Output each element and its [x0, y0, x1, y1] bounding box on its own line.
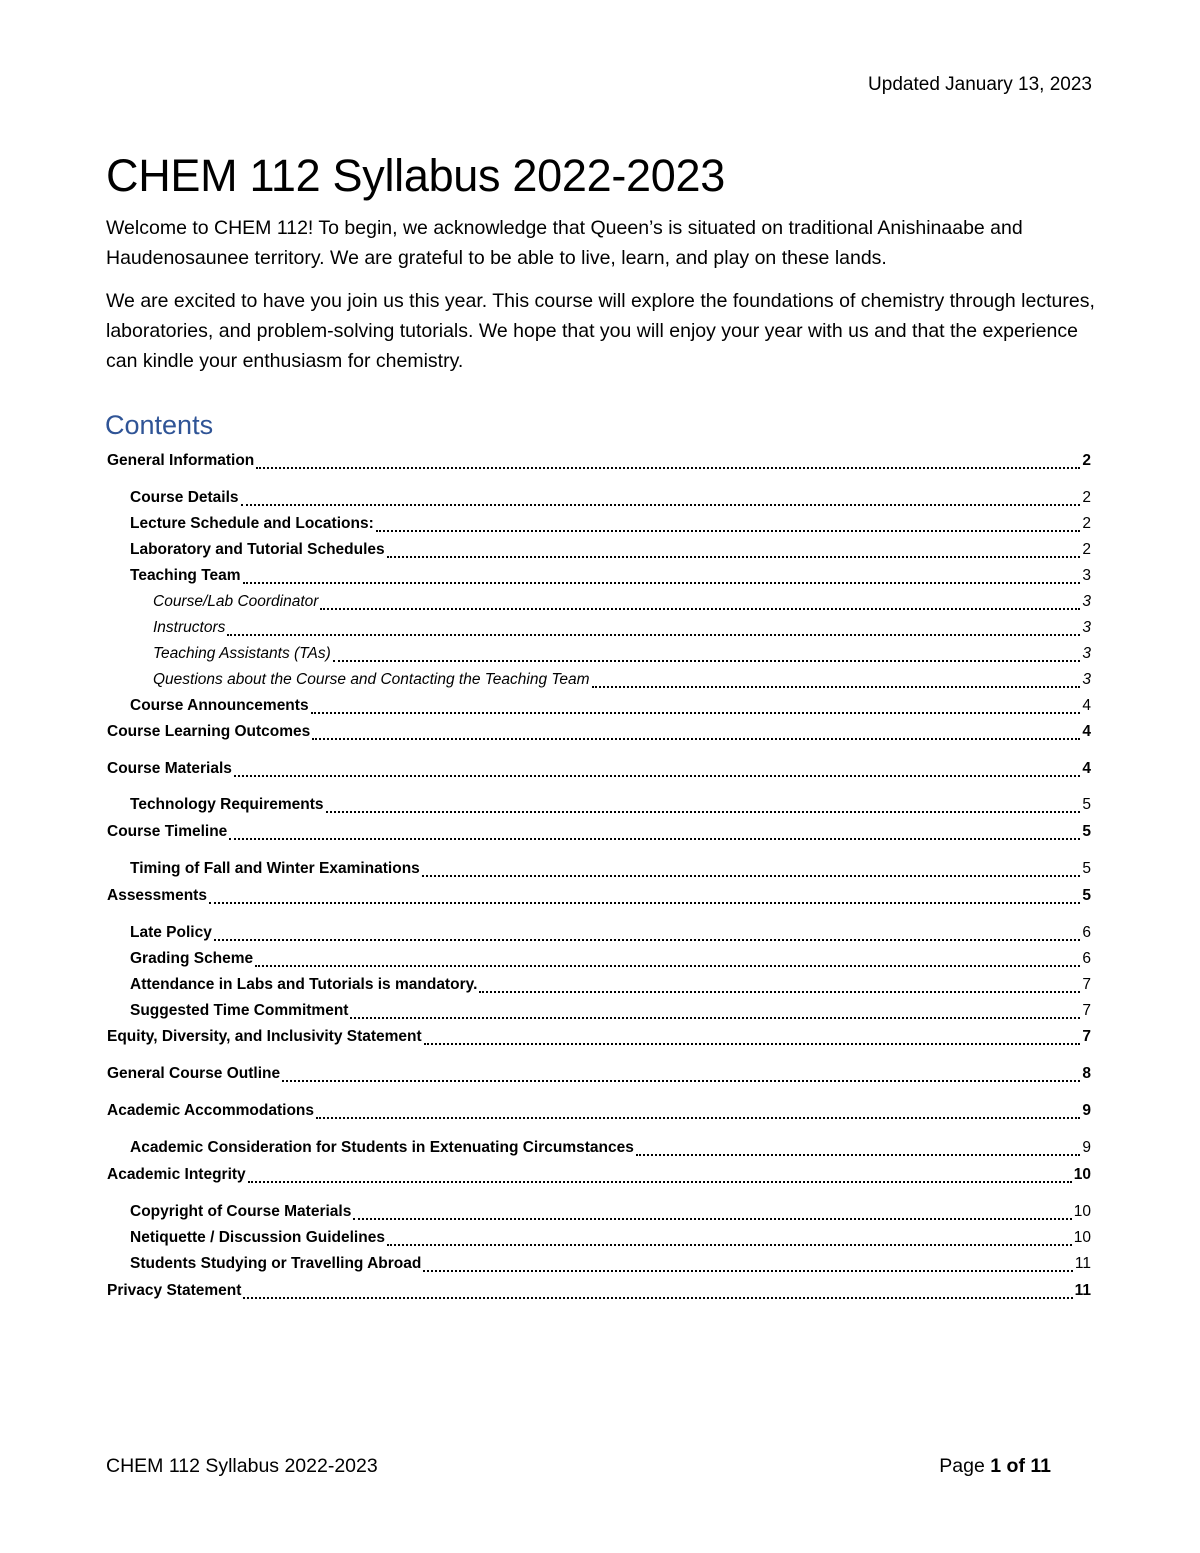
toc-leader-dots — [636, 1154, 1081, 1156]
toc-entry[interactable] — [107, 1255, 1091, 1277]
footer-page-word: Page — [939, 1455, 985, 1477]
toc-entry[interactable] — [107, 1166, 1091, 1188]
toc-entry[interactable] — [107, 1139, 1091, 1161]
toc-entry[interactable] — [107, 515, 1091, 537]
toc-leader-dots — [376, 530, 1081, 532]
toc-entry[interactable] — [107, 1229, 1091, 1251]
toc-entry-page: 10 — [1073, 1203, 1091, 1220]
toc-leader-dots — [256, 467, 1080, 469]
toc-entry-page: 4 — [1082, 760, 1091, 777]
toc-entry-page: 3 — [1082, 619, 1091, 636]
footer-of-word: of — [1006, 1455, 1025, 1477]
toc-entry-label: Assessments — [107, 887, 207, 904]
toc-entry[interactable] — [107, 593, 1091, 615]
toc-leader-dots — [234, 775, 1080, 777]
toc-entry-label: Academic Consideration for Students in Extenuating Circumstances — [130, 1139, 634, 1156]
footer-page-total: 11 — [1030, 1455, 1051, 1477]
toc-entry[interactable] — [107, 541, 1091, 563]
toc-entry-label: Suggested Time Commitment — [130, 1002, 349, 1019]
toc-entry-label: Course Timeline — [107, 823, 228, 840]
toc-entry-page: 9 — [1082, 1102, 1091, 1119]
toc-leader-dots — [214, 939, 1081, 941]
toc-entry-page: 5 — [1082, 823, 1091, 840]
toc-entry[interactable] — [107, 567, 1091, 589]
toc-leader-dots — [479, 991, 1080, 993]
toc-entry[interactable] — [107, 723, 1091, 745]
toc-leader-dots — [387, 556, 1081, 558]
toc-entry[interactable] — [107, 924, 1091, 946]
toc-leader-dots — [255, 965, 1080, 967]
toc-entry-label: Course Learning Outcomes — [107, 723, 311, 740]
toc-entry[interactable] — [107, 796, 1091, 818]
toc-leader-dots — [353, 1218, 1071, 1220]
contents-heading: Contents — [105, 410, 214, 440]
toc-entry[interactable] — [107, 760, 1091, 782]
toc-entry-page: 7 — [1082, 976, 1091, 993]
toc-entry-label: Late Policy — [130, 924, 212, 941]
toc-entry-page: 9 — [1082, 1139, 1091, 1156]
toc-entry-page: 2 — [1082, 515, 1091, 532]
toc-entry-label: General Information — [107, 452, 255, 469]
toc-leader-dots — [243, 1297, 1072, 1299]
toc-entry[interactable] — [107, 887, 1091, 909]
toc-entry-label: Students Studying or Travelling Abroad — [130, 1255, 422, 1272]
toc-entry[interactable] — [107, 1028, 1091, 1050]
toc-entry-page: 7 — [1082, 1028, 1091, 1045]
toc-entry-label: Netiquette / Discussion Guidelines — [130, 1229, 385, 1246]
toc-entry[interactable] — [107, 697, 1091, 719]
toc-entry-label: Equity, Diversity, and Inclusivity Statement — [107, 1028, 422, 1045]
toc-entry-label: General Course Outline — [107, 1065, 281, 1082]
toc-entry-page: 2 — [1082, 452, 1091, 469]
toc-entry[interactable] — [107, 860, 1091, 882]
toc-entry-page: 6 — [1082, 950, 1091, 967]
toc-leader-dots — [424, 1043, 1081, 1045]
toc-entry[interactable] — [107, 976, 1091, 998]
toc-leader-dots — [592, 686, 1081, 688]
toc-entry-page: 7 — [1082, 1002, 1091, 1019]
toc-entry-page: 11 — [1074, 1282, 1091, 1299]
toc-entry-page: 6 — [1082, 924, 1091, 941]
toc-entry-page: 3 — [1082, 567, 1091, 584]
toc-entry-label: Lecture Schedule and Locations: — [130, 515, 374, 532]
toc-entry[interactable] — [107, 489, 1091, 511]
toc-leader-dots — [227, 634, 1080, 636]
toc-entry[interactable] — [107, 1002, 1091, 1024]
footer-page-current: 1 — [990, 1455, 1002, 1477]
toc-entry-page: 3 — [1082, 645, 1091, 662]
toc-leader-dots — [423, 1270, 1073, 1272]
toc-entry-page: 4 — [1082, 697, 1091, 714]
toc-leader-dots — [350, 1017, 1080, 1019]
toc-leader-dots — [248, 1181, 1072, 1183]
toc-entry-label: Attendance in Labs and Tutorials is mandatory. — [130, 976, 478, 993]
toc-entry-label: Course Materials — [107, 760, 232, 777]
page-title: CHEM 112 Syllabus 2022-2023 — [106, 150, 725, 201]
toc-entry-label: Questions about the Course and Contacting the Teaching Team — [153, 671, 590, 688]
toc-leader-dots — [320, 608, 1080, 610]
toc-entry-label: Timing of Fall and Winter Examinations — [130, 860, 420, 877]
toc-entry-label: Laboratory and Tutorial Schedules — [130, 541, 385, 558]
toc-entry-label: Grading Scheme — [130, 950, 254, 967]
toc-entry-label: Academic Accommodations — [107, 1102, 315, 1119]
toc-entry-label: Course Announcements — [130, 697, 309, 714]
toc-entry[interactable] — [107, 1282, 1091, 1304]
toc-entry-page: 5 — [1082, 887, 1091, 904]
toc-entry-label: Technology Requirements — [130, 796, 324, 813]
toc-entry-label: Instructors — [153, 619, 226, 636]
toc-leader-dots — [316, 1117, 1080, 1119]
toc-leader-dots — [387, 1244, 1072, 1246]
toc-leader-dots — [422, 875, 1081, 877]
toc-entry-page: 5 — [1082, 860, 1091, 877]
toc-entry-page: 5 — [1082, 796, 1091, 813]
intro-paragraph-acknowledgement: Welcome to CHEM 112! To begin, we acknowledge that Queen’s is situated on traditional Anishinaabe and Haudenosaunee territory. We are grateful to be able to live, learn, and play on these lands. — [106, 217, 1023, 269]
toc-entry[interactable] — [107, 1065, 1091, 1087]
toc-leader-dots — [312, 738, 1080, 740]
toc-leader-dots — [209, 902, 1080, 904]
toc-entry-page: 3 — [1082, 593, 1091, 610]
toc-leader-dots — [241, 504, 1081, 506]
intro-paragraph-welcome: We are excited to have you join us this year. This course will explore the foundations of chemistry through lectures, laboratories, and problem-solving tutorials. We hope that you will enjoy your year with us and that the experience can kindle your enthusiasm for chemistry. — [106, 290, 1095, 372]
toc-entry[interactable] — [107, 1203, 1091, 1225]
toc-entry-label: Copyright of Course Materials — [130, 1203, 352, 1220]
toc-leader-dots — [282, 1080, 1080, 1082]
updated-date: Updated January 13, 2023 — [868, 74, 1092, 95]
toc-entry-label: Teaching Team — [130, 567, 241, 584]
toc-leader-dots — [229, 838, 1080, 840]
toc-entry[interactable] — [107, 452, 1091, 474]
toc-entry-page: 3 — [1082, 671, 1091, 688]
toc-leader-dots — [333, 660, 1081, 662]
toc-entry-label: Teaching Assistants (TAs) — [153, 645, 331, 662]
footer-page-number — [939, 1455, 1051, 1478]
toc-entry-label: Academic Integrity — [107, 1166, 246, 1183]
toc-leader-dots — [311, 712, 1081, 714]
toc-leader-dots — [326, 811, 1081, 813]
footer-document-title: CHEM 112 Syllabus 2022-2023 — [106, 1455, 378, 1477]
toc-entry-page: 2 — [1082, 541, 1091, 558]
toc-entry-label: Course/Lab Coordinator — [153, 593, 319, 610]
toc-entry[interactable] — [107, 950, 1091, 972]
toc-entry[interactable] — [107, 823, 1091, 845]
toc-entry-page: 10 — [1073, 1229, 1091, 1246]
toc-entry[interactable] — [107, 645, 1091, 667]
toc-entry-page: 10 — [1073, 1166, 1091, 1183]
toc-entry-page: 2 — [1082, 489, 1091, 506]
toc-leader-dots — [243, 582, 1081, 584]
toc-entry[interactable] — [107, 1102, 1091, 1124]
toc-entry-label: Course Details — [130, 489, 239, 506]
toc-entry-page: 11 — [1074, 1255, 1091, 1272]
toc-entry-page: 4 — [1082, 723, 1091, 740]
toc-entry[interactable] — [107, 619, 1091, 641]
toc-entry[interactable] — [107, 671, 1091, 693]
toc-entry-page: 8 — [1082, 1065, 1091, 1082]
toc-entry-label: Privacy Statement — [107, 1282, 242, 1299]
